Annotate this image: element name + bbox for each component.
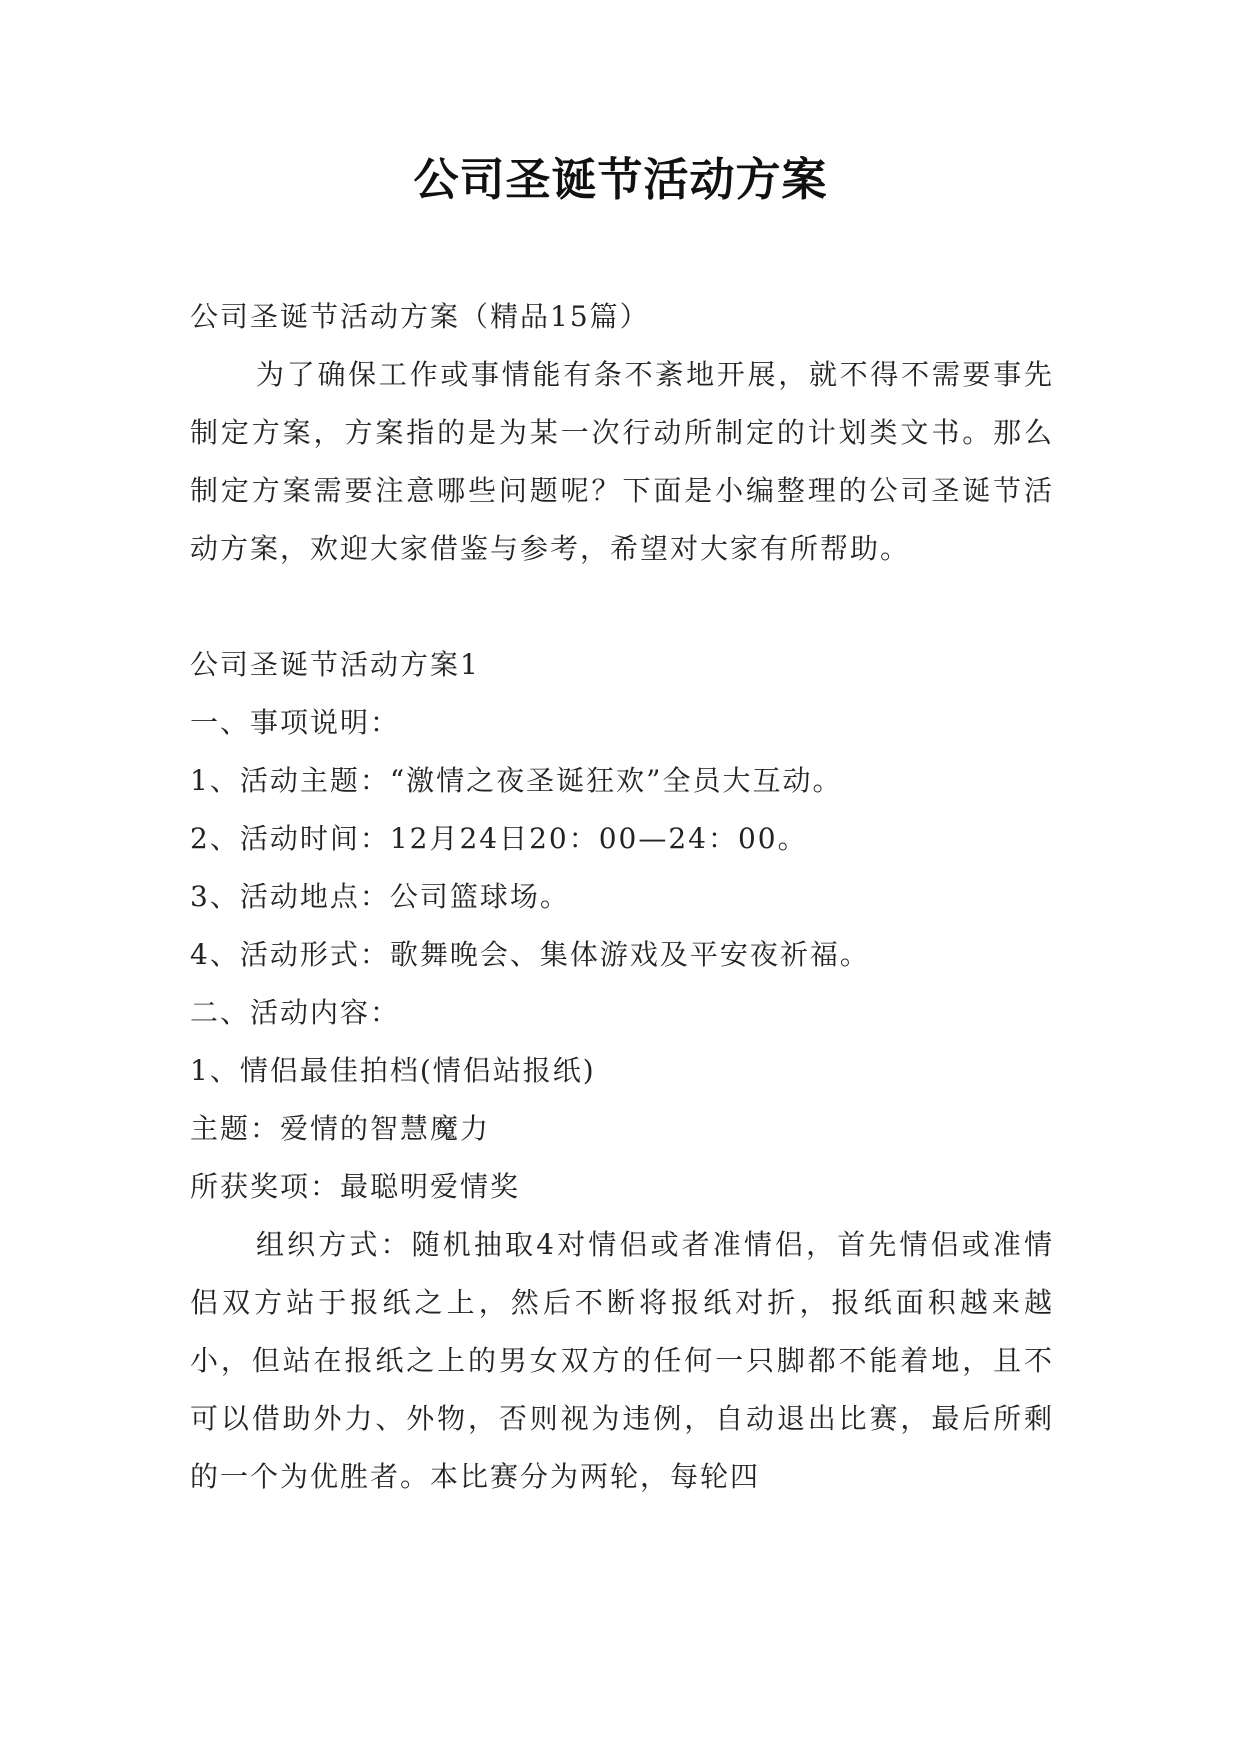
- section-heading: 公司圣诞节活动方案1: [190, 648, 480, 681]
- activity-method-paragraph: 组织方式：随机抽取4对情侣或者准情侣，首先情侣或准情侣双方站于报纸之上，然后不断将报纸对折，报纸面积越来越小，但站在报纸之上的男女双方的任何一只脚都不能着地，且不可以借助外力、外物，否则视为违例，自动退出比赛，最后所剩的一个为优胜者。本比赛分为两轮，每轮四: [190, 1228, 1054, 1493]
- activity-title: 1、情侣最佳拍档(情侣站报纸): [190, 1054, 596, 1087]
- list-item: 2、活动时间：12月24日20：00—24：00。: [190, 822, 808, 855]
- activity-award: 所获奖项：最聪明爱情奖: [190, 1170, 521, 1203]
- list-item: 1、活动主题：“激情之夜圣诞狂欢”全员大互动。: [190, 764, 843, 797]
- activity-theme: 主题：爱情的智慧魔力: [190, 1112, 491, 1145]
- intro-paragraph: 为了确保工作或事情能有条不紊地开展，就不得不需要事先制定方案，方案指的是为某一次行动所制定的计划类文书。那么制定方案需要注意哪些问题呢？下面是小编整理的公司圣诞节活动方案，欢迎大家借鉴与参考，希望对大家有所帮助。: [190, 358, 1054, 565]
- document-body: [190, 288, 1054, 1506]
- list-item: 4、活动形式：歌舞晚会、集体游戏及平安夜祈福。: [190, 938, 870, 971]
- document-subtitle: 公司圣诞节活动方案（精品15篇）: [190, 300, 650, 333]
- part1-heading: 一、事项说明：: [190, 706, 401, 739]
- paragraph-gap: [190, 578, 1054, 636]
- document-title: 公司圣诞节活动方案: [413, 153, 828, 206]
- part2-heading: 二、活动内容：: [190, 996, 401, 1029]
- list-item: 3、活动地点：公司篮球场。: [190, 880, 570, 913]
